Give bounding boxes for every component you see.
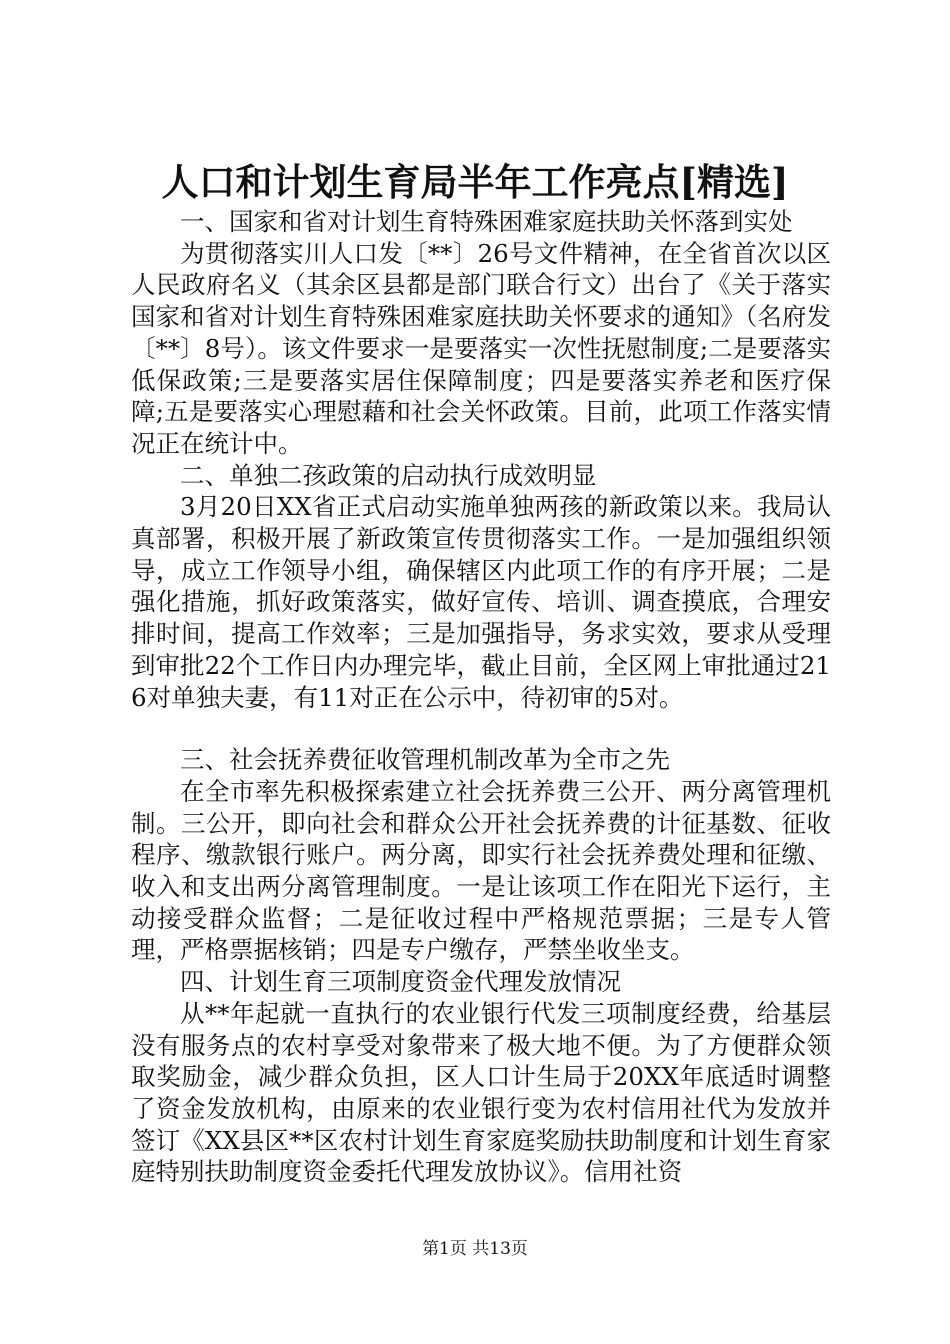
page-number: 第1页 共13页 xyxy=(422,1239,528,1259)
body-paragraph-2: 3月20日XX省正式启动实施单独两孩的新政策以来。我局认真部署，积极开展了新政策宣传贯彻落实工作。一是加强组织领导，成立工作领导小组，确保辖区内此项工作的有序开展；二是强化措施，抓好政策落实，做好宣传、培训、调查摸底，合理安排时间，提高工作效率；三是加强指导，务求实效，要求从受理到审批22个工作日内办理完毕，截止目前，全区网上审批通过216对单独夫妻，有11对正在公示中，待初审的5对。 xyxy=(131,492,831,712)
document-title: 人口和计划生育局半年工作亮点[精选] xyxy=(161,160,789,204)
body-paragraph-1: 为贯彻落实川人口发〔**〕26号文件精神，在全省首次以区人民政府名义（其余区县都是部门联合行文）出台了《关于落实国家和省对计划生育特殊困难家庭扶助关怀要求的通知》（名府发〔**〕8号）。该文件要求一是要落实一次性抚慰制度;二是要落实低保政策;三是要落实居住保障制度；四是要落实养老和医疗保障;五是要落实心理慰藉和社会关怀政策。目前，此项工作落实情况正在统计中。 xyxy=(131,238,831,458)
body-paragraph-3: 在全市率先积极探索建立社会抚养费三公开、两分离管理机制。三公开，即向社会和群众公开社会抚养费的计征基数、征收程序、缴款银行账户。两分离，即实行社会抚养费处理和征缴、收入和支出两分离管理制度。一是让该项工作在阳光下运行，主动接受群众监督；二是征收过程中严格规范票据；三是专人管理，严格票据核销；四是专户缴存，严禁坐收坐支。 xyxy=(131,776,831,965)
body-paragraph-4: 从**年起就一直执行的农业银行代发三项制度经费，给基层没有服务点的农村享受对象带来了极大地不便。为了方便群众领取奖励金，减少群众负担，区人口计生局于20XX年底适时调整了资金发放机构，由原来的农业银行变为农村信用社代为发放并签订《XX县区**区农村计划生育家庭奖励扶助制度和计划生育家庭特别扶助制度资金委托代理发放协议》。信用社资 xyxy=(131,998,831,1187)
section-heading-1: 一、国家和省对计划生育特殊困难家庭扶助关怀落到实处 xyxy=(180,207,793,236)
document-body xyxy=(131,206,831,1188)
section-heading-3: 三、社会抚养费征收管理机制改革为全市之先 xyxy=(180,745,670,775)
section-heading-4: 四、计划生育三项制度资金代理发放情况 xyxy=(180,967,621,997)
section-heading-2: 二、单独二孩政策的启动执行成效明显 xyxy=(180,460,597,490)
